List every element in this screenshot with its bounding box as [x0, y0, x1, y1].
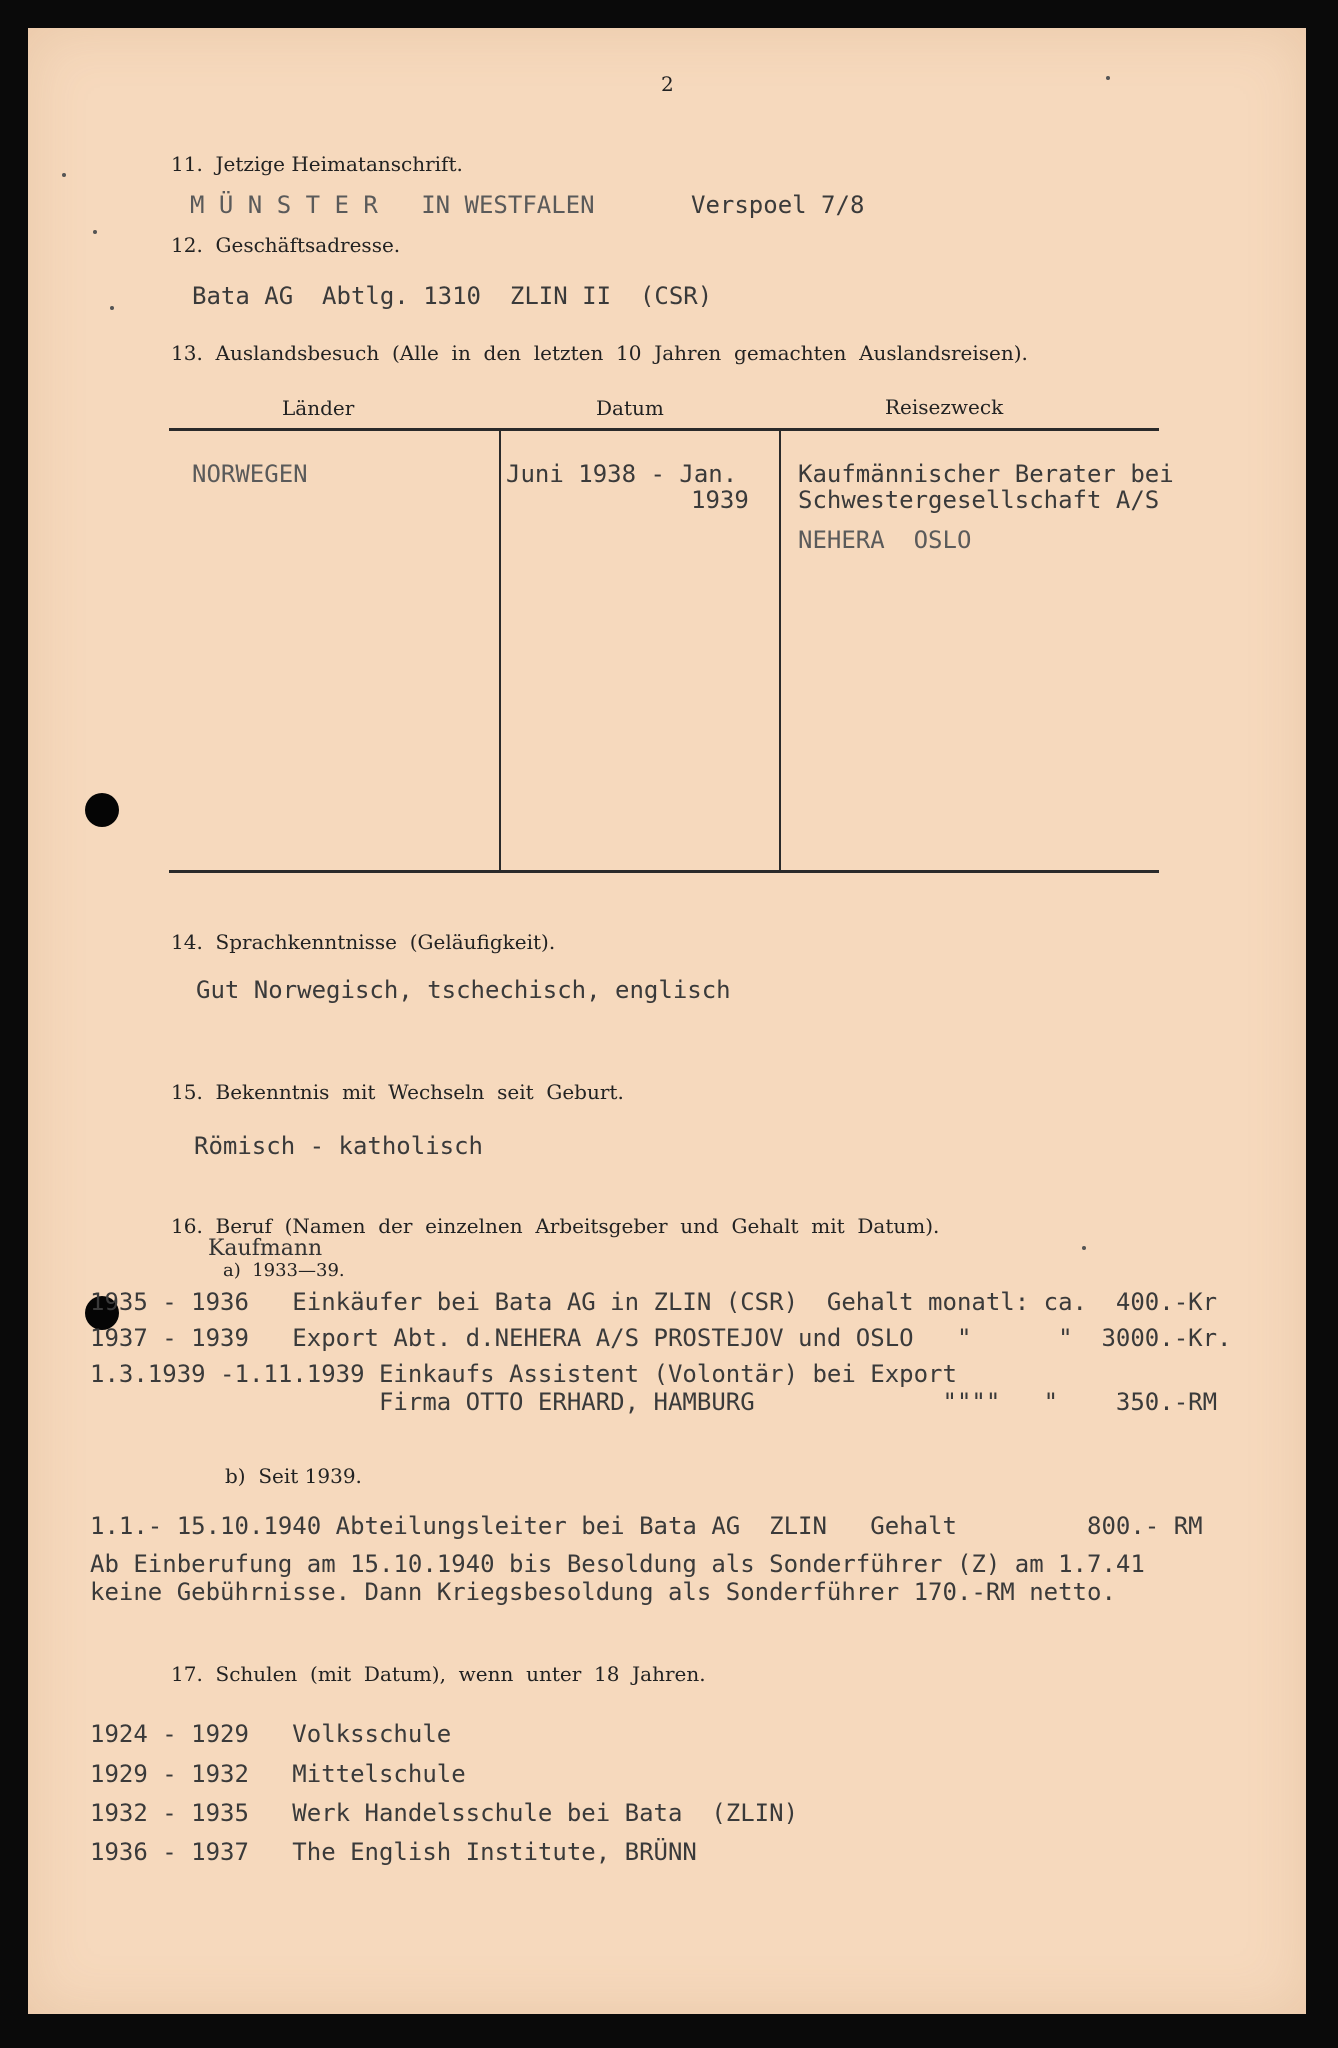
home-street-value: Verspoel 7/8	[691, 191, 865, 219]
section-16b-label: b) Seit 1939.	[225, 1464, 362, 1488]
punch-hole-upper	[85, 793, 119, 827]
table-cell-purpose: Schwestergesellschaft A/S	[798, 486, 1160, 514]
school-row: 1932 - 1935 Werk Handelsschule bei Bata (ZLIN)	[90, 1799, 799, 1827]
school-row: 1936 - 1937 The English Institute, BRÜNN	[90, 1838, 697, 1866]
employment-row: Firma OTTO ERHARD, HAMBURG """" " 350.-RM	[90, 1388, 1218, 1416]
section-11-label: 11. Jetzige Heimatanschrift.	[171, 152, 463, 176]
section-13-label: 13. Auslandsbesuch (Alle in den letzten 10 Jahren gemachten Auslandsreisen).	[171, 341, 1028, 365]
section-14-label: 14. Sprachkenntnisse (Geläufigkeit).	[171, 930, 556, 954]
table-cell-country: NORWEGEN	[192, 460, 308, 488]
section-15-label: 15. Bekenntnis mit Wechseln seit Geburt.	[171, 1080, 624, 1104]
employment-row: Ab Einberufung am 15.10.1940 bis Besoldung als Sonderführer (Z) am 1.7.41	[90, 1550, 1145, 1578]
employment-row: 1937 - 1939 Export Abt. d.NEHERA A/S PROSTEJOV und OSLO " " 3000.-Kr.	[90, 1324, 1232, 1352]
table-cell-date: 1939	[691, 486, 749, 514]
paper-speck	[93, 230, 97, 234]
school-row: 1929 - 1932 Mittelschule	[90, 1760, 466, 1788]
profession-value: Kaufmann	[208, 1236, 323, 1261]
school-row: 1924 - 1929 Volksschule	[90, 1720, 452, 1748]
column-header-reisezweck: Reisezweck	[885, 395, 1004, 419]
table-column-divider	[779, 431, 781, 871]
paper-speck	[1082, 1246, 1086, 1250]
table-column-divider	[499, 431, 501, 871]
section-12-label: 12. Geschäftsadresse.	[171, 233, 401, 257]
table-cell-date: Juni 1938 - Jan.	[506, 460, 738, 488]
section-17-label: 17. Schulen (mit Datum), wenn unter 18 Jahren.	[171, 1662, 706, 1686]
employment-row: 1935 - 1936 Einkäufer bei Bata AG in ZLIN (CSR) Gehalt monatl: ca. 400.-Kr	[90, 1288, 1218, 1316]
table-cell-purpose: Kaufmännischer Berater bei	[798, 460, 1174, 488]
employment-row: 1.3.1939 -1.11.1939 Einkaufs Assistent (Volontär) bei Export	[90, 1360, 957, 1388]
employment-row: 1.1.- 15.10.1940 Abteilungsleiter bei Bata AG ZLIN Gehalt 800.- RM	[90, 1512, 1203, 1540]
table-cell-purpose: NEHERA OSLO	[798, 526, 972, 554]
employment-row: keine Gebührnisse. Dann Kriegsbesoldung als Sonderführer 170.-RM netto.	[90, 1578, 1116, 1606]
table-bottom-rule	[169, 870, 1159, 873]
home-city-value: M Ü N S T E R IN WESTFALEN	[190, 191, 595, 219]
paper-speck	[1106, 76, 1110, 80]
paper-speck	[62, 173, 66, 177]
table-header-rule	[169, 428, 1159, 431]
column-header-laender: Länder	[282, 396, 355, 420]
section-16a-label: a) 1933—39.	[223, 1260, 345, 1281]
religion-value: Römisch - katholisch	[194, 1132, 483, 1160]
page-number: 2	[661, 72, 674, 96]
column-header-datum: Datum	[596, 396, 664, 420]
languages-value: Gut Norwegisch, tschechisch, englisch	[196, 976, 731, 1004]
section-16-label: 16. Beruf (Namen der einzelnen Arbeitsgeber und Gehalt mit Datum).	[171, 1214, 940, 1238]
business-address-value: Bata AG Abtlg. 1310 ZLIN II (CSR)	[192, 282, 713, 310]
document-page	[28, 28, 1306, 2014]
paper-speck	[110, 306, 114, 310]
